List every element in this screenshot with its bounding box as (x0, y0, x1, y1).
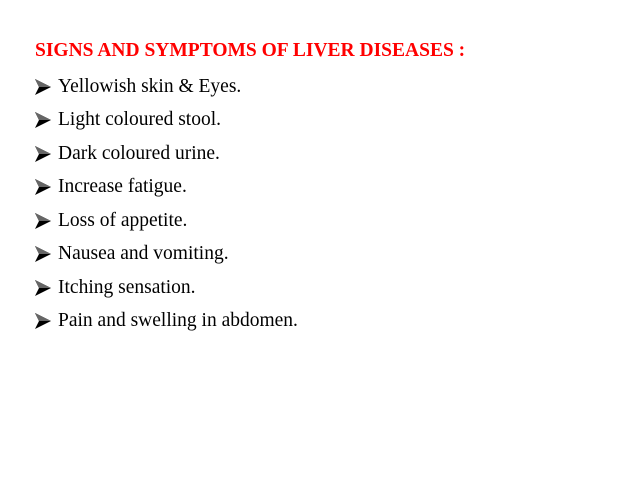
arrowhead-bullet-icon (33, 145, 53, 163)
list-item-text: Loss of appetite. (58, 209, 188, 231)
list-item-text: Yellowish skin & Eyes. (58, 75, 242, 97)
list-item-text: Dark coloured urine. (58, 142, 220, 164)
list-item (33, 171, 298, 205)
list-item (33, 238, 298, 272)
list-item-text: Increase fatigue. (58, 176, 187, 198)
list-item (33, 137, 298, 171)
arrowhead-bullet-icon (33, 212, 53, 230)
list-item-text: Itching sensation. (58, 276, 196, 298)
symptom-list (33, 70, 298, 338)
arrowhead-bullet-icon (33, 111, 53, 129)
list-item (33, 104, 298, 138)
arrowhead-bullet-icon (33, 78, 53, 96)
list-item (33, 271, 298, 305)
arrowhead-bullet-icon (33, 279, 53, 297)
list-item (33, 305, 298, 339)
arrowhead-bullet-icon (33, 312, 53, 330)
arrowhead-bullet-icon (33, 178, 53, 196)
slide-title: SIGNS AND SYMPTOMS OF LIVER DISEASES : (35, 40, 466, 61)
list-item (33, 70, 298, 104)
list-item-text: Nausea and vomiting. (58, 243, 229, 265)
list-item-text: Pain and swelling in abdomen. (58, 310, 298, 332)
arrowhead-bullet-icon (33, 245, 53, 263)
list-item (33, 204, 298, 238)
list-item-text: Light coloured stool. (58, 109, 222, 131)
